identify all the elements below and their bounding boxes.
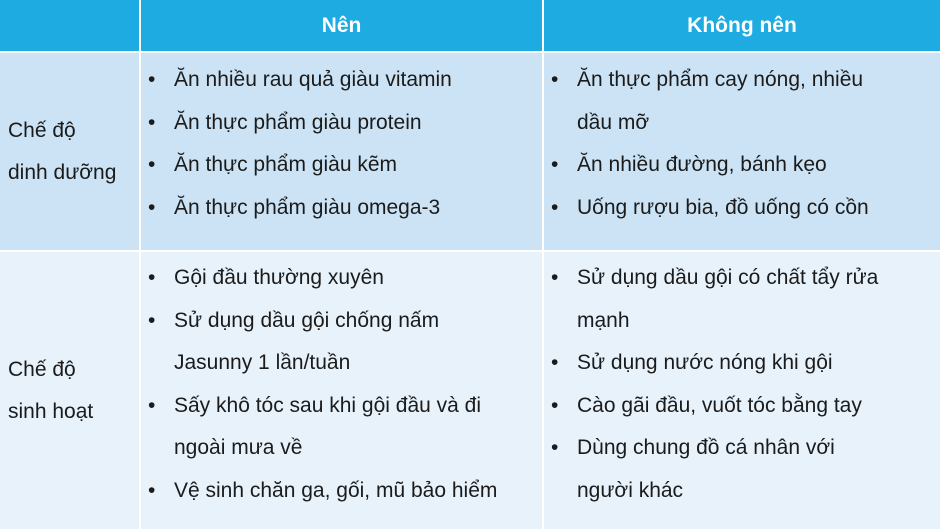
- row-label-dinh-duong: [0, 53, 139, 250]
- list-item: • Cào gãi đầu, vuốt tóc bằng tay: [544, 385, 920, 428]
- header-empty-cell: [0, 0, 139, 51]
- list-item: • Uống rượu bia, đồ uống có cồn: [544, 187, 900, 230]
- cell-dinh-duong-khong-nen: [544, 53, 940, 250]
- list-item: • Ăn thực phẩm giàu omega-3: [141, 187, 542, 230]
- list-item: • Ăn nhiều rau quả giàu vitamin: [141, 59, 542, 102]
- list-item: • Ăn thực phẩm cay nóng, nhiều dầu mỡ: [544, 59, 900, 144]
- header-khong-nen: Không nên: [544, 0, 940, 51]
- row-label-line: sinh hoạt: [8, 399, 94, 423]
- row-label-sinh-hoat: [0, 252, 139, 529]
- header-nen: Nên: [141, 0, 542, 51]
- list-item: • Dùng chung đồ cá nhân với người khác: [544, 427, 920, 512]
- row-label-line: Chế độ: [8, 357, 76, 381]
- row-label-line: dinh dưỡng: [8, 160, 117, 184]
- list-item: • Vệ sinh chăn ga, gối, mũ bảo hiểm: [141, 470, 482, 513]
- list-item: • Sử dụng dầu gội có chất tẩy rửa mạnh: [544, 257, 920, 342]
- list-item: • Sử dụng nước nóng khi gội: [544, 342, 920, 385]
- list-item: • Sử dụng dầu gội chống nấm Jasunny 1 lần/tuần: [141, 300, 482, 385]
- list-item: • Ăn thực phẩm giàu protein: [141, 102, 542, 145]
- cell-sinh-hoat-khong-nen: [544, 252, 940, 529]
- row-label-line: Chế độ: [8, 118, 76, 142]
- list-item: • Ăn nhiều đường, bánh kẹo: [544, 144, 900, 187]
- cell-dinh-duong-nen: [141, 53, 542, 250]
- cell-sinh-hoat-nen: [141, 252, 542, 529]
- list-item: • Gội đầu thường xuyên: [141, 257, 482, 300]
- list-item: • Sấy khô tóc sau khi gội đầu và đi ngoài mưa về: [141, 385, 482, 470]
- list-item: • Ăn thực phẩm giàu kẽm: [141, 144, 542, 187]
